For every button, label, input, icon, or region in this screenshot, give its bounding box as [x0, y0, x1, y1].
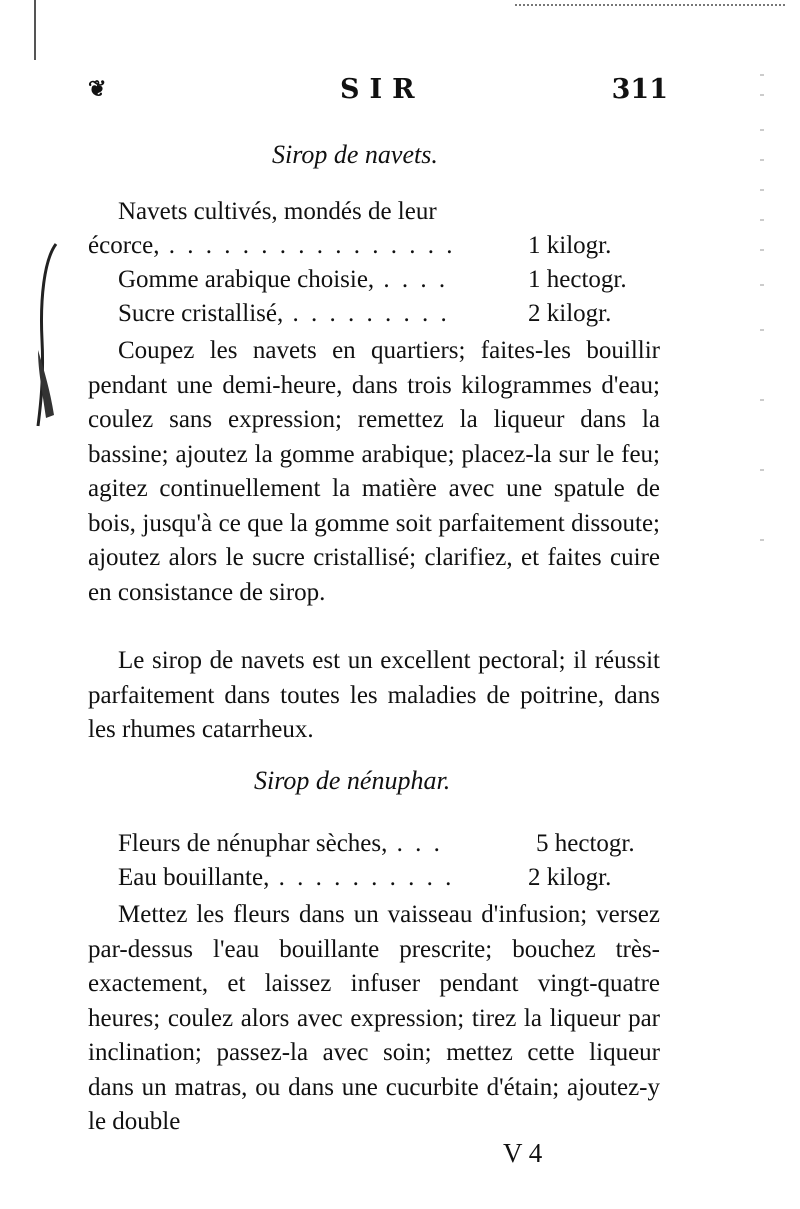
ingredient-name: Gomme arabique choisie,	[118, 266, 375, 293]
page-number: 311	[611, 74, 668, 105]
ingredient-line	[88, 232, 660, 260]
scan-edge-dots	[515, 4, 785, 8]
right-margin-marks	[758, 70, 766, 1170]
leader-dots: . . . .	[374, 266, 449, 293]
ingredient-line	[118, 830, 660, 858]
ingredient-line: Navets cultivés, mondés de leur	[118, 198, 437, 225]
paragraph-instructions: Mettez les fleurs dans un vaisseau d'infusion; versez par-dessus l'eau bouillante prescrite; bouchez très-exactement, et laissez infuser pendant vingt-quatre heures; coulez alors avec expression; tirez la liqueur par inclination; passez-la avec soin; mettez cette liqueur dans un matras, ou dans une cucurbite d'étain; ajoutez-y le double	[88, 901, 660, 1135]
header-ornament: ❦	[88, 76, 107, 102]
ingredient-quantity: 2 kilogr.	[528, 864, 612, 891]
leader-dots: . . .	[387, 830, 443, 857]
running-header	[88, 70, 668, 110]
leader-dots: . . . . . . . . .	[283, 300, 450, 327]
ingredient-name: Eau bouillante,	[118, 864, 270, 891]
margin-bracket-mark	[36, 240, 58, 430]
paragraph-commentary: Le sirop de navets est un excellent pectoral; il réussit parfaitement dans toutes les maladies de poitrine, dans les rhumes catarrheux.	[88, 647, 660, 743]
section-title-navets: Sirop de navets.	[272, 140, 438, 169]
ingredient-name: Sucre cristallisé,	[118, 300, 284, 327]
ingredient-line	[118, 864, 660, 892]
scan-edge-line	[34, 0, 36, 60]
ingredient-quantity: 1 kilogr.	[528, 232, 612, 259]
ingredient-quantity: 1 hectogr.	[528, 266, 627, 293]
leader-dots: . . . . . . . . . . . . . . . .	[159, 232, 456, 259]
ingredient-quantity: 2 kilogr.	[528, 300, 612, 327]
ingredient-line	[118, 266, 660, 294]
section-title-nenuphar: Sirop de nénuphar.	[254, 766, 451, 795]
leader-dots: . . . . . . . . . .	[269, 864, 455, 891]
paragraph-instructions: Coupez les navets en quartiers; faites-les bouillir pendant une demi-heure, dans trois kilogrammes d'eau; coulez sans expression; remettez la liqueur dans la bassine; ajoutez la gomme arabique; placez-la sur le feu; agitez continuellement la matière avec une spatule de bois, jusqu'à ce que la gomme soit parfaitement dissoute; ajoutez alors le sucre cristallisé; clarifiez, et faites cuire en consistance de sirop.	[88, 337, 660, 606]
ingredient-name: écorce,	[88, 232, 160, 259]
ingredient-name: Fleurs de nénuphar sèches,	[118, 830, 388, 857]
ingredient-quantity: 5 hectogr.	[536, 830, 635, 857]
ingredient-line	[118, 300, 660, 328]
running-head-title: SIR	[340, 74, 425, 105]
signature-mark: V 4	[503, 1138, 543, 1168]
